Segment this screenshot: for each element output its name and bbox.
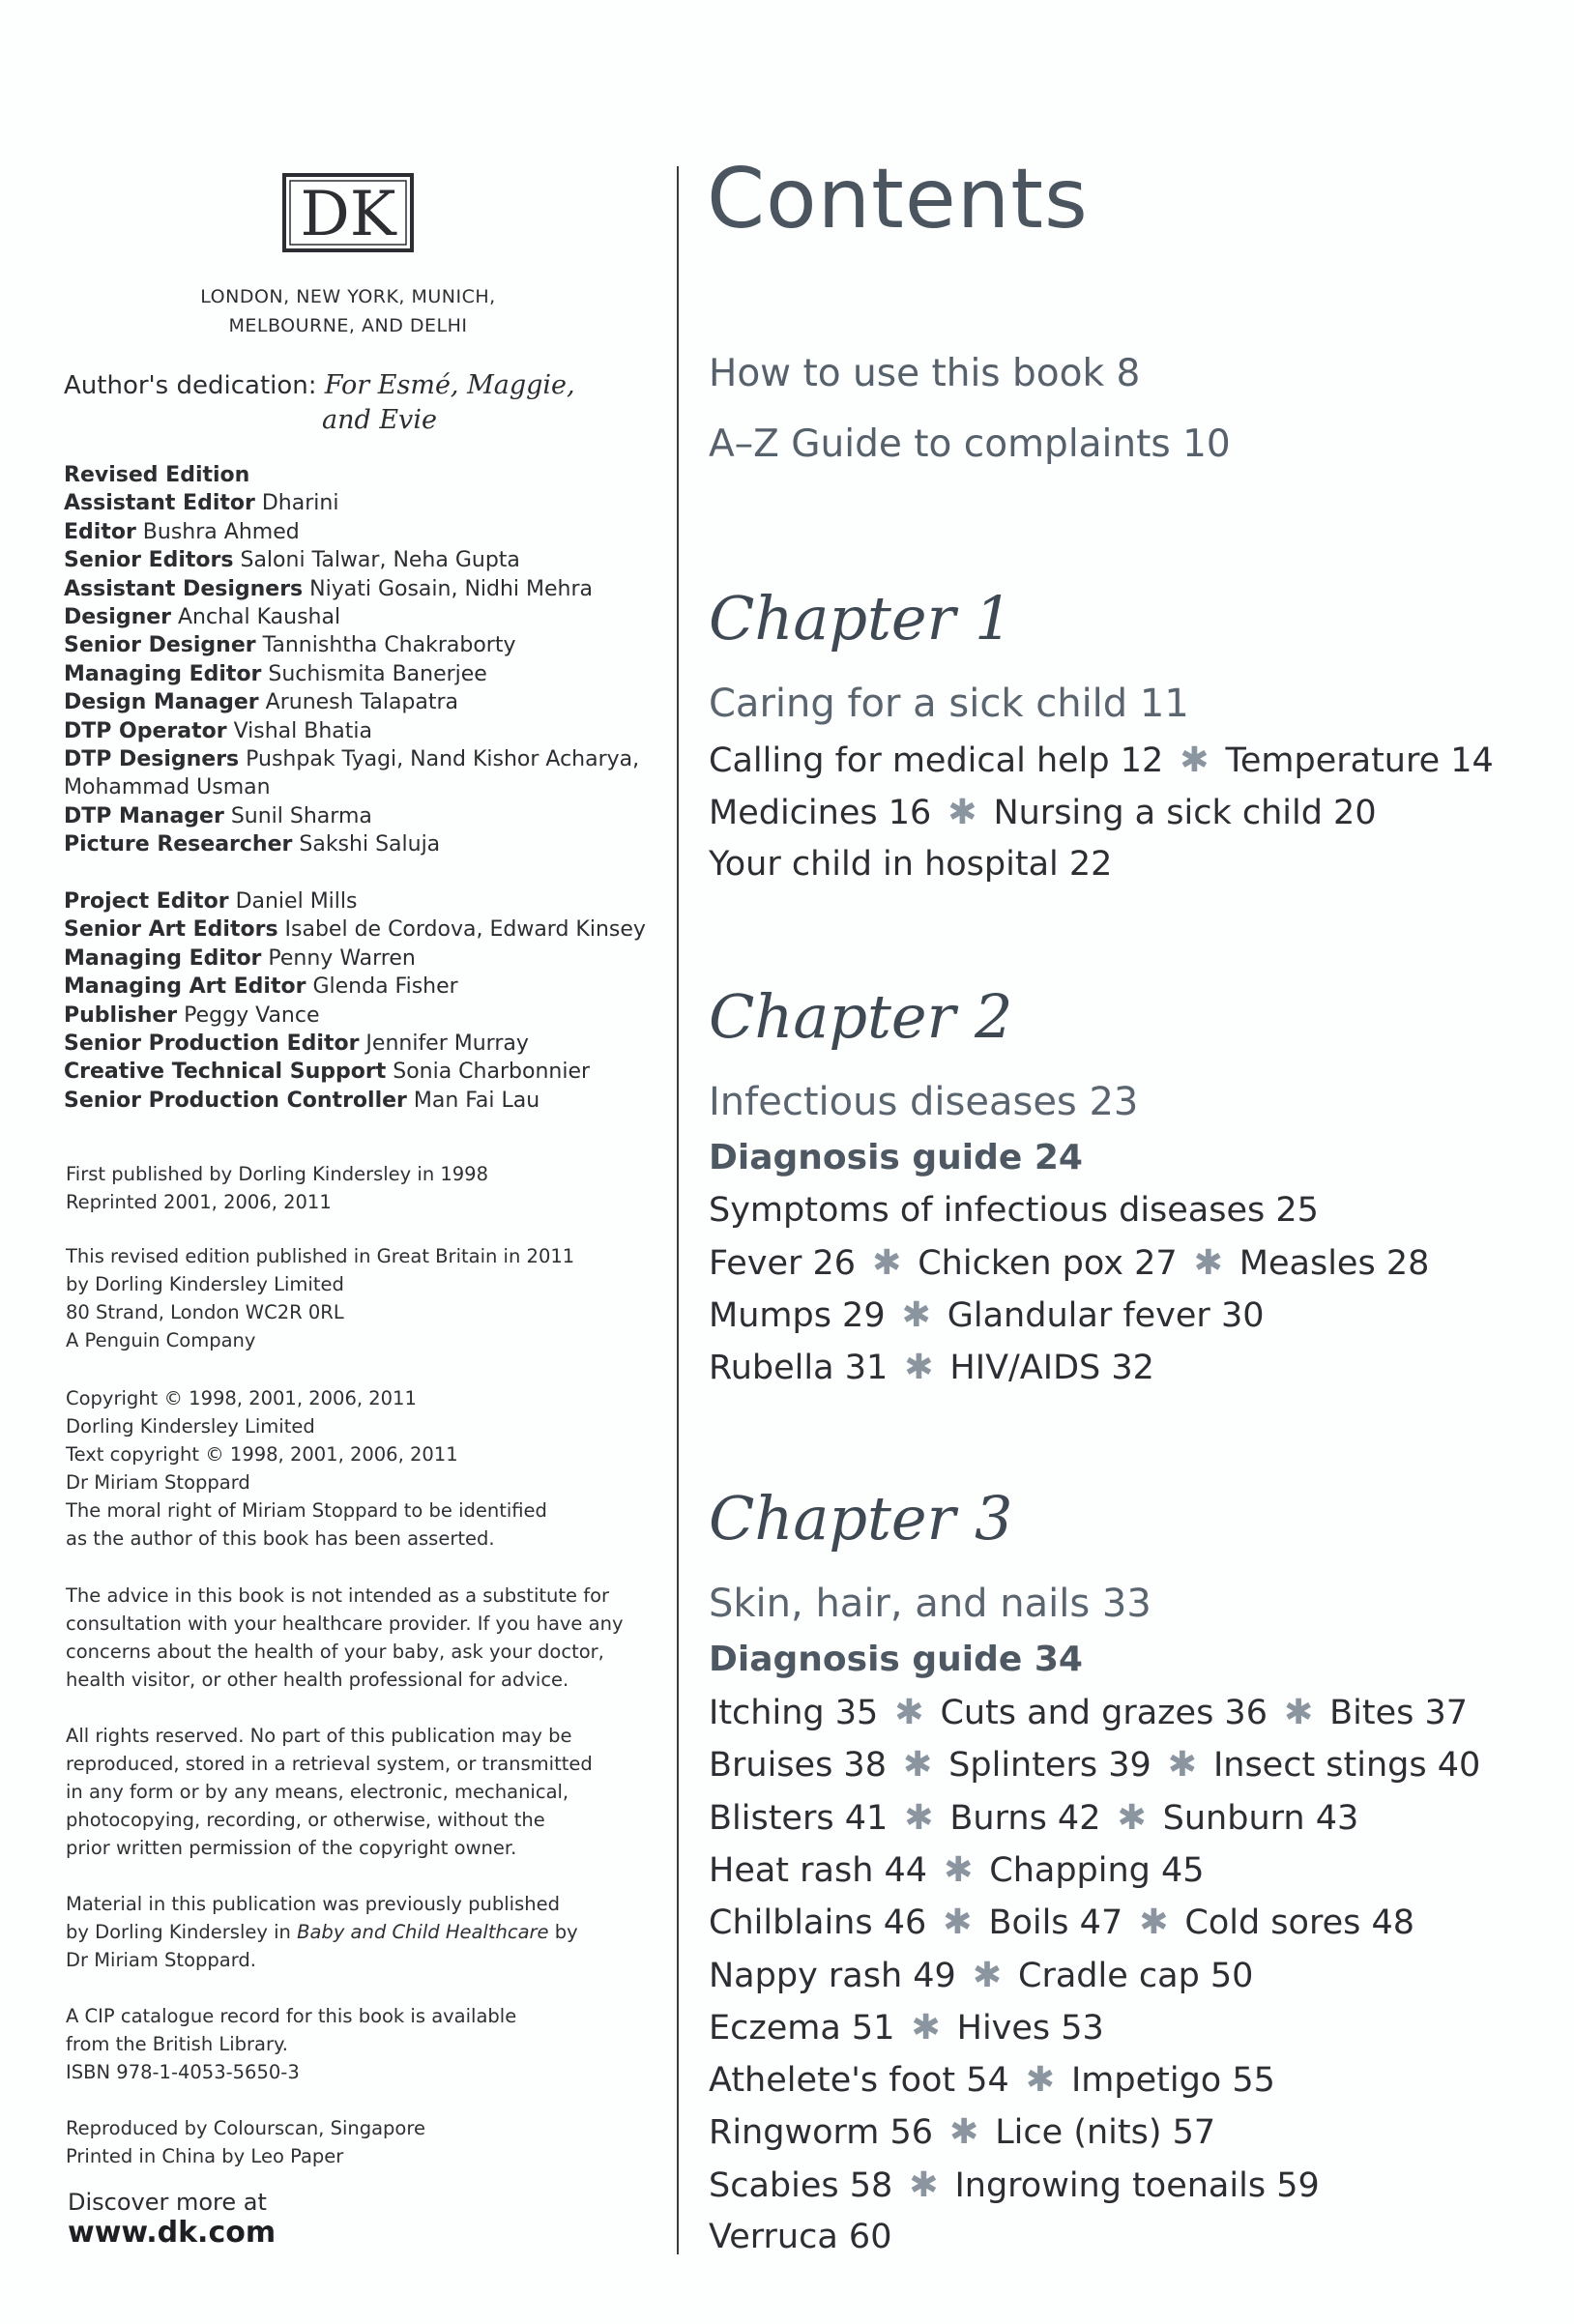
credit-row	[64, 660, 663, 688]
credit-name: Glenda Fisher	[306, 974, 458, 1000]
toc-entry[interactable]: Splinters 39	[948, 1746, 1151, 1786]
credit-role: Assistant Designers	[64, 576, 304, 601]
credit-role: Managing Art Editor	[64, 974, 306, 1000]
publisher-places-line: MELBOURNE, AND DELHI	[228, 315, 468, 336]
imprint-line: Reproduced by Colourscan, Singapore	[66, 2117, 425, 2139]
imprint-line: by Dorling Kindersley Limited	[66, 1273, 344, 1295]
dk-logo-text: DK	[300, 179, 396, 250]
credit-name: Penny Warren	[261, 945, 416, 971]
chapter-2-heading: Chapter 2	[709, 981, 1013, 1052]
credit-role: Designer	[64, 605, 171, 630]
imprint-line: A Penguin Company	[66, 1329, 256, 1351]
imprint-line: health visitor, or other health professional for advice.	[66, 1669, 569, 1691]
imprint-line: concerns about the health of your baby, ask your doctor,	[66, 1641, 604, 1663]
imprint-line: photocopying, recording, or otherwise, without the	[66, 1809, 545, 1831]
credit-role: Managing Editor	[64, 661, 262, 686]
credit-role: DTP Operator	[64, 718, 227, 743]
credit-role: Senior Designer	[64, 633, 256, 658]
credit-row	[64, 1030, 663, 1058]
imprint-line: First published by Dorling Kindersley in 1998	[66, 1163, 488, 1185]
discover-label: Discover more at	[68, 2189, 267, 2216]
asterisk-separator-icon: ✱	[872, 1243, 902, 1283]
dedication-line1: For Esmé, Maggie,	[324, 370, 575, 400]
toc-entry[interactable]: Cuts and grazes 36	[940, 1694, 1268, 1732]
dedication-label: Author's dedication:	[64, 371, 317, 400]
asterisk-separator-icon: ✱	[1025, 2060, 1055, 2101]
asterisk-separator-icon: ✱	[911, 2007, 941, 2048]
advice	[66, 1582, 656, 1694]
toc-entry[interactable]: Eczema 51	[709, 2008, 895, 2048]
credit-row	[64, 546, 663, 574]
toc-entry[interactable]: Medicines 16	[709, 794, 932, 832]
toc-line	[709, 1295, 1264, 1335]
credit-row	[64, 802, 663, 830]
asterisk-separator-icon: ✱	[944, 1849, 974, 1890]
credit-row	[64, 745, 663, 773]
toc-line	[709, 845, 1112, 884]
toc-line	[709, 1798, 1358, 1838]
credit-row	[64, 973, 663, 1001]
toc-line	[709, 1191, 1319, 1230]
toc-entry[interactable]: Sunburn 43	[1162, 1798, 1359, 1838]
toc-entry[interactable]: HIV/AIDS 32	[949, 1349, 1154, 1387]
toc-entry[interactable]: Athelete's foot 54	[709, 2061, 1009, 2101]
previously-published	[66, 1890, 656, 1974]
imprint-text: by	[548, 1921, 578, 1943]
toc-entry[interactable]: Cold sores 48	[1184, 1903, 1415, 1943]
imprint-line: 80 Strand, London WC2R 0RL	[66, 1301, 344, 1323]
chapter-3-diagnosis-guide[interactable]: Diagnosis guide 34	[709, 1640, 1083, 1679]
toc-line	[709, 2008, 1104, 2048]
chapter-1-heading: Chapter 1	[709, 583, 1013, 654]
credit-role: Senior Production Editor	[64, 1031, 360, 1057]
book-title: Baby and Child Healthcare	[297, 1921, 549, 1943]
toc-line	[709, 1745, 1480, 1785]
toc-entry[interactable]: Rubella 31	[709, 1349, 889, 1387]
imprint-line: Material in this publication was previously published	[66, 1893, 560, 1915]
publisher-places	[135, 282, 561, 340]
imprint-line: reproduced, stored in a retrieval system, or transmitted	[66, 1753, 593, 1775]
credit-name: Mohammad Usman	[64, 775, 271, 800]
toc-entry[interactable]: Fever 26	[709, 1244, 857, 1283]
credit-row	[64, 631, 663, 659]
dedication	[64, 370, 575, 400]
imprint-line: Printed in China by Leo Paper	[66, 2145, 344, 2167]
credits-revised	[64, 461, 663, 859]
asterisk-separator-icon: ✱	[1139, 1903, 1169, 1943]
credit-role: Senior Art Editors	[64, 917, 278, 943]
asterisk-separator-icon: ✱	[894, 1693, 924, 1732]
imprint-line: A CIP catalogue record for this book is available	[66, 2005, 517, 2027]
imprint-line: Copyright © 1998, 2001, 2006, 2011	[66, 1387, 417, 1409]
toc-line	[709, 1348, 1154, 1387]
credit-row	[64, 518, 663, 546]
imprint-line: as the author of this book has been asserted.	[66, 1527, 495, 1550]
asterisk-separator-icon: ✱	[972, 1955, 1002, 1995]
contents-title: Contents	[707, 151, 1089, 247]
imprint-line: consultation with your healthcare provider. If you have any	[66, 1612, 624, 1635]
discover-more	[68, 2187, 276, 2249]
asterisk-separator-icon: ✱	[904, 1797, 934, 1838]
toc-entry[interactable]: Calling for medical help 12	[709, 741, 1164, 780]
credit-name: Sonia Charbonnier	[386, 1060, 591, 1085]
toc-entry[interactable]: Bites 37	[1329, 1694, 1469, 1732]
toc-entry[interactable]: Symptoms of infectious diseases 25	[709, 1191, 1319, 1230]
toc-entry[interactable]: Burns 42	[949, 1798, 1101, 1838]
credit-name: Pushpak Tyagi, Nand Kishor Acharya,	[239, 747, 640, 772]
credit-name: Sunil Sharma	[223, 803, 372, 828]
credit-role: Project Editor	[64, 889, 229, 914]
toc-entry[interactable]: Scabies 58	[709, 2165, 893, 2205]
toc-entry[interactable]: Chilblains 46	[709, 1903, 927, 1943]
asterisk-separator-icon: ✱	[1283, 1693, 1314, 1732]
credit-name: Daniel Mills	[228, 889, 358, 914]
toc-line	[709, 741, 1494, 780]
column-divider	[677, 166, 679, 2254]
toc-line	[709, 2112, 1215, 2152]
asterisk-separator-icon: ✱	[1167, 1745, 1197, 1786]
credit-row	[64, 915, 663, 944]
asterisk-separator-icon: ✱	[947, 793, 977, 832]
toc-line	[709, 2060, 1275, 2100]
credit-role: Editor	[64, 519, 136, 544]
credit-name: Tannishtha Chakraborty	[255, 633, 516, 658]
toc-entry[interactable]: Temperature 14	[1225, 741, 1494, 780]
asterisk-separator-icon: ✱	[949, 2112, 979, 2153]
toc-line	[709, 1693, 1468, 1732]
dedication-line2: and Evie	[322, 405, 437, 435]
chapter-2-diagnosis-guide[interactable]: Diagnosis guide 24	[709, 1138, 1083, 1177]
credit-role: Senior Production Controller	[64, 1088, 407, 1113]
credit-row	[64, 773, 663, 801]
toc-az-guide[interactable]: A–Z Guide to complaints 10	[709, 422, 1231, 466]
asterisk-separator-icon: ✱	[1117, 1797, 1147, 1838]
toc-entry[interactable]: Verruca 60	[709, 2218, 892, 2256]
credit-name: Anchal Kaushal	[171, 605, 341, 630]
credit-row	[64, 1087, 663, 1115]
credit-name: Arunesh Talapatra	[258, 690, 459, 715]
credit-role: Publisher	[64, 1002, 178, 1028]
toc-entry[interactable]: Chicken pox 27	[918, 1244, 1178, 1283]
credit-row	[64, 1002, 663, 1030]
first-published	[66, 1160, 656, 1216]
credit-name: Vishal Bhatia	[226, 718, 373, 743]
credit-role: Creative Technical Support	[64, 1060, 387, 1085]
toc-entry[interactable]: Lice (nits) 57	[995, 2113, 1216, 2153]
toc-line	[709, 2165, 1320, 2205]
toc-entry[interactable]: Impetigo 55	[1070, 2061, 1275, 2101]
cip-record	[66, 2002, 656, 2086]
credit-name: Dharini	[254, 491, 339, 516]
rights-reserved	[66, 1722, 656, 1862]
imprint-line: The moral right of Miriam Stoppard to be identified	[66, 1499, 547, 1522]
toc-entry[interactable]: Blisters 41	[709, 1798, 889, 1838]
chapter-2-title[interactable]: Infectious diseases 23	[709, 1080, 1139, 1124]
toc-how-to-use[interactable]: How to use this book 8	[709, 352, 1141, 395]
credit-name: Bushra Ahmed	[135, 519, 300, 544]
credit-name: Sakshi Saluja	[292, 832, 441, 857]
dk-logo	[281, 171, 415, 254]
credit-row	[64, 830, 663, 858]
credit-role: DTP Manager	[64, 803, 224, 828]
credit-role: Assistant Editor	[64, 491, 255, 516]
credit-row	[64, 717, 663, 745]
toc-entry[interactable]: Measles 28	[1239, 1244, 1430, 1283]
credit-role: Design Manager	[64, 690, 259, 715]
credit-role: Revised Edition	[64, 463, 250, 487]
reproduction	[66, 2114, 656, 2170]
publisher-places-line: LONDON, NEW YORK, MUNICH,	[200, 286, 496, 307]
imprint-line: prior written permission of the copyright owner.	[66, 1837, 517, 1859]
credit-name: Jennifer Murray	[359, 1031, 529, 1057]
imprint-line: in any form or by any means, electronic, mechanical,	[66, 1781, 569, 1803]
imprint-line: ISBN 978-1-4053-5650-3	[66, 2061, 300, 2083]
toc-entry[interactable]: Itching 35	[709, 1694, 879, 1732]
imprint-line: Dr Miriam Stoppard.	[66, 1949, 256, 1971]
credit-name: Man Fai Lau	[406, 1088, 540, 1113]
credit-name: Isabel de Cordova, Edward Kinsey	[277, 917, 646, 943]
chapter-1-title[interactable]: Caring for a sick child 11	[709, 682, 1189, 726]
asterisk-separator-icon: ✱	[904, 1348, 934, 1387]
toc-line	[709, 1956, 1253, 1995]
toc-line	[709, 1850, 1205, 1890]
imprint-line: Reprinted 2001, 2006, 2011	[66, 1191, 332, 1213]
toc-entry[interactable]: Chapping 45	[989, 1850, 1205, 1890]
toc-entry[interactable]: Boils 47	[988, 1903, 1123, 1943]
imprint-line: Text copyright © 1998, 2001, 2006, 2011	[66, 1443, 458, 1466]
credit-role: Managing Editor	[64, 945, 262, 971]
imprint-line: Dr Miriam Stoppard	[66, 1471, 250, 1494]
imprint-line: This revised edition published in Great Britain in 2011	[66, 1245, 575, 1267]
credit-row	[64, 489, 663, 517]
toc-line	[709, 1243, 1429, 1283]
imprint-line	[66, 1918, 656, 1946]
credit-row	[64, 887, 663, 915]
toc-entry[interactable]: Hives 53	[956, 2008, 1104, 2048]
toc-entry[interactable]: Ringworm 56	[709, 2113, 934, 2153]
copyright	[66, 1384, 656, 1553]
credit-row	[64, 944, 663, 973]
chapter-3-title[interactable]: Skin, hair, and nails 33	[709, 1582, 1151, 1626]
toc-line	[709, 1903, 1414, 1942]
toc-line	[709, 2218, 891, 2256]
toc-entry[interactable]: Insect stings 40	[1212, 1746, 1481, 1786]
toc-entry[interactable]: Glandular fever 30	[947, 1296, 1265, 1335]
toc-entry[interactable]: Cradle cap 50	[1018, 1956, 1254, 1995]
website-link[interactable]: www.dk.com	[68, 2216, 277, 2250]
chapter-3-heading: Chapter 3	[709, 1483, 1013, 1554]
revised-edition	[66, 1242, 656, 1354]
imprint-text: by Dorling Kindersley in	[66, 1921, 298, 1943]
credit-name: Peggy Vance	[177, 1002, 320, 1028]
credit-row	[64, 575, 663, 603]
toc-entry[interactable]: Bruises 38	[709, 1746, 887, 1786]
toc-entry[interactable]: Nursing a sick child 20	[993, 794, 1377, 832]
credit-row	[64, 688, 663, 716]
imprint-line: The advice in this book is not intended as a substitute for	[66, 1584, 610, 1607]
toc-entry[interactable]: Nappy rash 49	[709, 1956, 956, 1995]
credit-name: Saloni Talwar, Neha Gupta	[233, 548, 520, 573]
asterisk-separator-icon: ✱	[1180, 741, 1210, 780]
credit-role: Picture Researcher	[64, 832, 293, 857]
credit-role: Senior Editors	[64, 548, 234, 573]
toc-entry[interactable]: Mumps 29	[709, 1296, 886, 1335]
imprint-line: All rights reserved. No part of this publication may be	[66, 1725, 572, 1747]
imprint-line: Dorling Kindersley Limited	[66, 1415, 315, 1438]
asterisk-separator-icon: ✱	[901, 1295, 931, 1335]
asterisk-separator-icon: ✱	[909, 2164, 939, 2205]
toc-entry[interactable]: Your child in hospital 22	[709, 845, 1113, 884]
credit-row	[64, 1058, 663, 1086]
asterisk-separator-icon: ✱	[1193, 1243, 1223, 1283]
toc-entry[interactable]: Ingrowing toenails 59	[954, 2165, 1320, 2205]
credit-name: Niyati Gosain, Nidhi Mehra	[303, 576, 594, 601]
toc-line	[709, 793, 1377, 832]
credit-name: Suchismita Banerjee	[261, 661, 487, 686]
asterisk-separator-icon: ✱	[943, 1903, 973, 1943]
asterisk-separator-icon: ✱	[902, 1745, 933, 1786]
credit-row	[64, 461, 663, 489]
credit-row	[64, 603, 663, 631]
credit-role: DTP Designers	[64, 747, 240, 772]
toc-entry[interactable]: Heat rash 44	[709, 1850, 928, 1890]
credits-original	[64, 887, 663, 1115]
imprint-line: from the British Library.	[66, 2033, 288, 2055]
